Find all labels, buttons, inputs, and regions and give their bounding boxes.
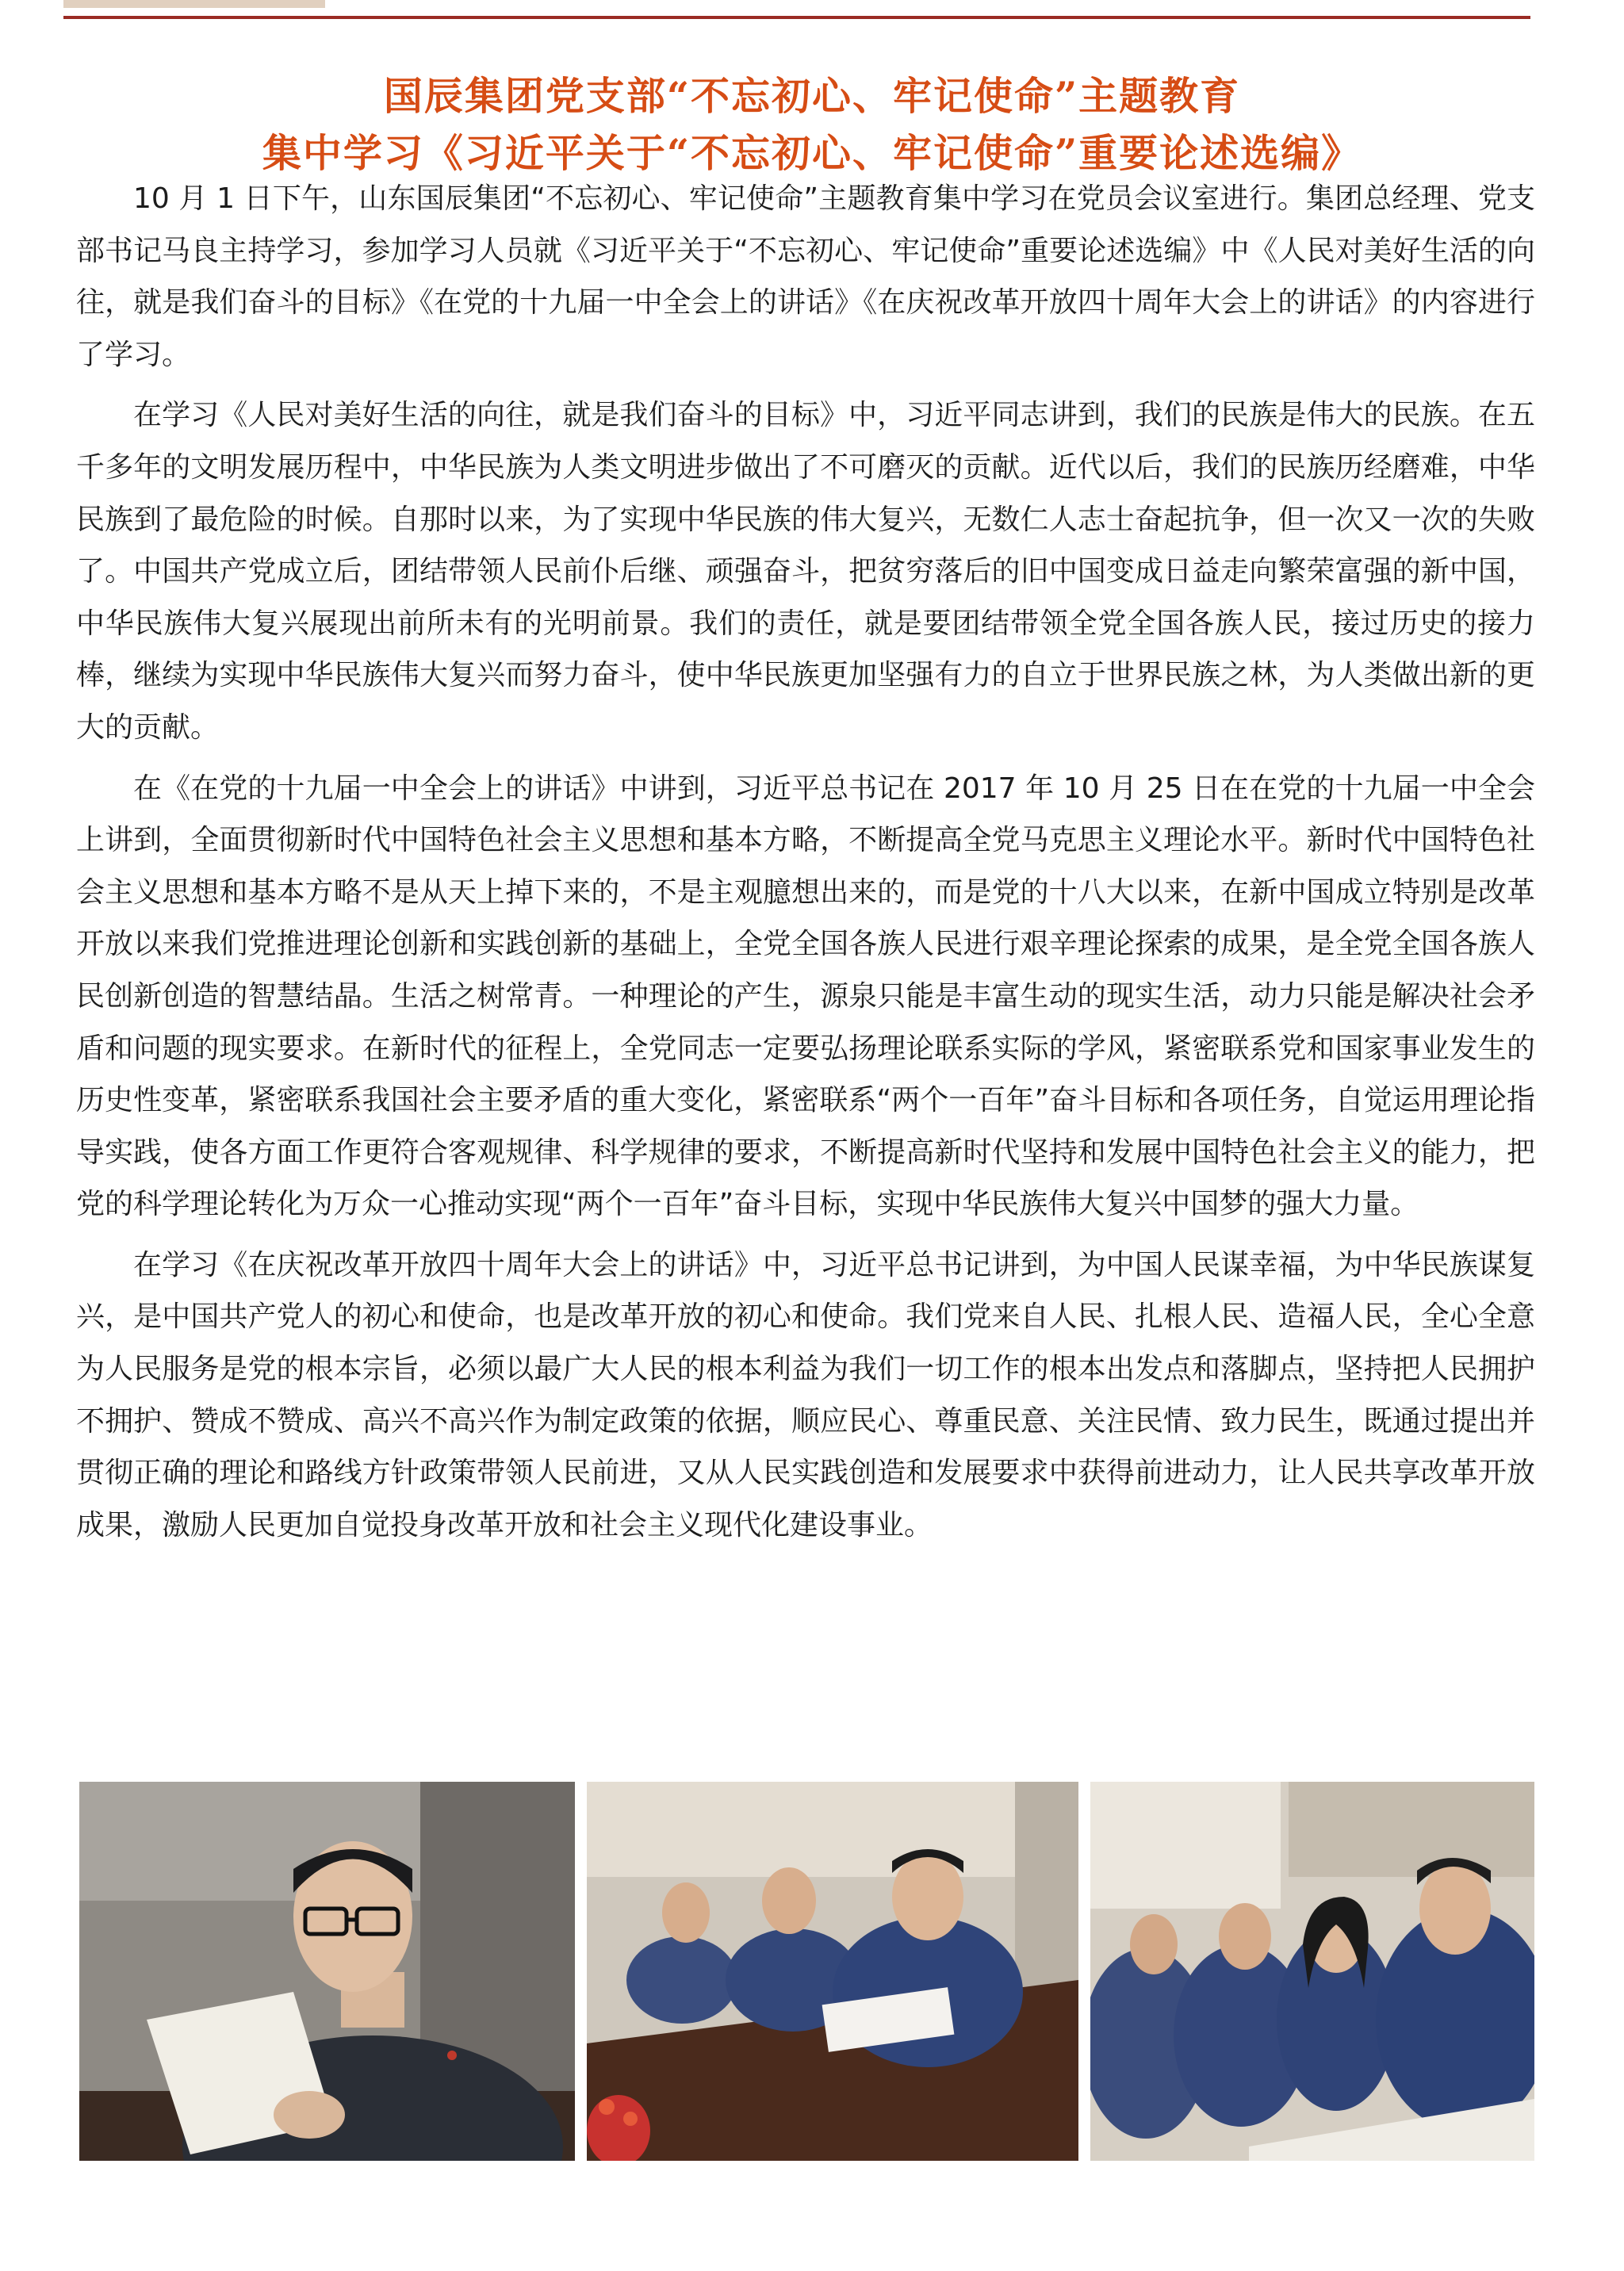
photo-man-reading [79,1782,575,2161]
photo-people-writing [1090,1782,1534,2161]
headline-line-2: 集中学习《习近平关于“不忘初心、牢记使命”重要论述选编》 [262,129,1362,176]
photo-group-notes [587,1782,1078,2161]
paragraph: 在《在党的十九届一中全会上的讲话》中讲到，习近平总书记在 2017 年 10 月 25 日在在党的十九届一中全会上讲到，全面贯彻新时代中国特色社会主义思想和基本方略，不断提高全党马克思主义理论水平。新时代中国特色社会主义思想和基本方略不是从天上掉下来的，不是主观臆想出来的，而是党的十八大以来，在新中国成立特别是改革开放以来我们党推进理论创新和实践创新的基础上，全党全国各族人民进行艰辛理论探索的成果，是全党全国各族人民创新创造的智慧结晶。生活之树常青。一种理论的产生，源泉只能是丰富生动的现实生活，动力只能是解决社会矛盾和问题的现实要求。在新时代的征程上，全党同志一定要弘扬理论联系实际的学风，紧密联系党和国家事业发生的历史性变革，紧密联系我国社会主要矛盾的重大变化，紧密联系“两个一百年”奋斗目标和各项任务，自觉运用理论指导实践，使各方面工作更符合客观规律、科学规律的要求，不断提高新时代坚持和发展中国特色社会主义的能力，把党的科学理论转化为万众一心推动实现“两个一百年”奋斗目标，实现中华民族伟大复兴中国梦的强大力量。 [76,772,1535,1221]
header-rule [63,16,1530,19]
paragraph: 10 月 1 日下午，山东国辰集团“不忘初心、牢记使命”主题教育集中学习在党员会议室进行。集团总经理、党支部书记马良主持学习，参加学习人员就《习近平关于“不忘初心、牢记使命”重要论述选编》中《人民对美好生活的向往，就是我们奋斗的目标》《在党的十九届一中全会上的讲话》《在庆祝改革开放四十周年大会上的讲话》的内容进行了学习。 [76,182,1535,371]
paragraph: 在学习《人民对美好生活的向往，就是我们奋斗的目标》中，习近平同志讲到，我们的民族是伟大的民族。在五千多年的文明发展历程中，中华民族为人类文明进步做出了不可磨灭的贡献。近代以后，我们的民族历经磨难，中华民族到了最危险的时候。自那时以来，为了实现中华民族的伟大复兴，无数仁人志士奋起抗争，但一次又一次的失败了。中国共产党成立后，团结带领人民前仆后继、顽强奋斗，把贫穷落后的旧中国变成日益走向繁荣富强的新中国，中华民族伟大复兴展现出前所未有的光明前景。我们的责任，就是要团结带领全党全国各族人民，接过历史的接力棒，继续为实现中华民族伟大复兴而努力奋斗，使中华民族更加坚强有力的自立于世界民族之林，为人类做出新的更大的贡献。 [76,399,1535,744]
paragraph: 在学习《在庆祝改革开放四十周年大会上的讲话》中，习近平总书记讲到，为中国人民谋幸福，为中华民族谋复兴，是中国共产党人的初心和使命，也是改革开放的初心和使命。我们党来自人民、扎根人民、造福人民，全心全意为人民服务是党的根本宗旨，必须以最广大人民的根本利益为我们一切工作的根本出发点和落脚点，坚持把人民拥护不拥护、赞成不赞成、高兴不高兴作为制定政策的依据，顺应民心、尊重民意、关注民情、致力民生，既通过提出并贯彻正确的理论和路线方针政策带领人民前进，又从人民实践创造和发展要求中获得前进动力，让人民共享改革开放成果，激励人民更加自觉投身改革开放和社会主义现代化建设事业。 [76,1248,1535,1541]
article-body [76,173,1535,1560]
header-mark [63,0,325,8]
headline-line-1: 国辰集团党支部“不忘初心、牢记使命”主题教育 [383,72,1241,119]
